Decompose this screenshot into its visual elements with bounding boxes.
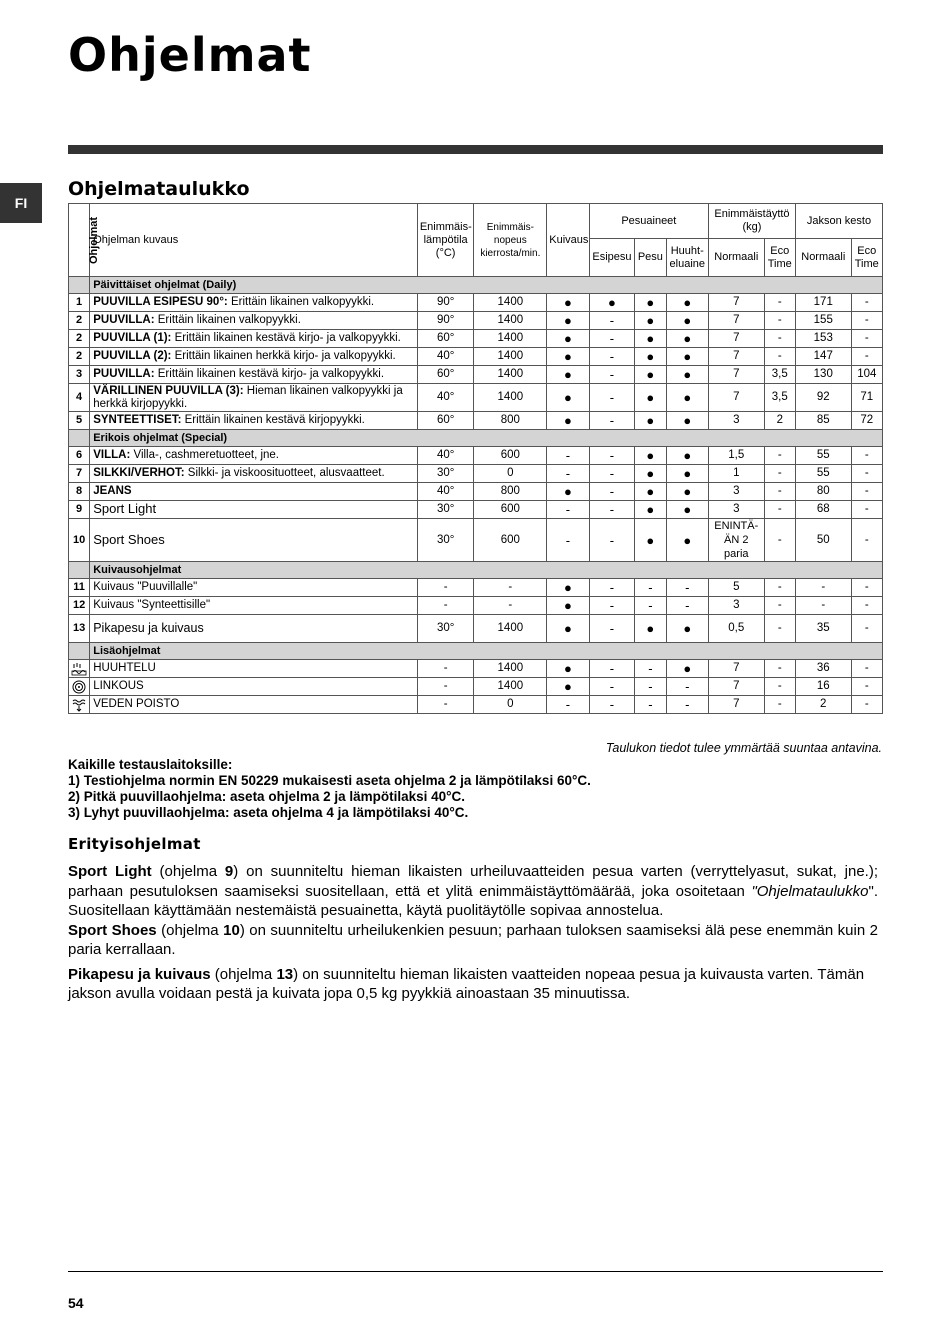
wash: - <box>635 579 666 597</box>
max-temperature: 40° <box>417 384 474 412</box>
softener: ● <box>666 312 708 330</box>
program-description: VILLA: Villa-, cashmeretuotteet, jne. <box>90 447 418 465</box>
category-special <box>69 430 883 447</box>
program-description: VEDEN POISTO <box>90 696 418 714</box>
load-normal: 7 <box>708 678 764 696</box>
duration-normal: 130 <box>795 366 851 384</box>
softener: ● <box>666 660 708 678</box>
test-note-3: 3) Lyhyt puuvillaohjelma: aseta ohjelma 4 ja lämpötilaksi 40°C. <box>68 805 469 820</box>
language-tab: FI <box>0 183 42 223</box>
prewash: - <box>589 483 635 501</box>
wash: ● <box>635 384 666 412</box>
header-drying: Kuivaus <box>547 204 589 277</box>
program-description: JEANS <box>90 483 418 501</box>
duration-eco: - <box>851 696 882 714</box>
paragraph-quick-wash-dry: Pikapesu ja kuivaus (ohjelma 13) on suunniteltu hieman likaisten vaatteiden nopeaa pesua ja kuivausta varten. Tämän jakson avulla voidaan pestä ja kuivata jopa 0,5 kg pyykkiä ainoastaan 35 minuutissa. <box>68 965 865 1002</box>
max-temperature: 30° <box>417 501 474 519</box>
category-label: Erikois ohjelmat (Special) <box>90 430 883 447</box>
softener: ● <box>666 501 708 519</box>
prewash: - <box>589 447 635 465</box>
duration-normal: 35 <box>795 615 851 643</box>
max-speed: - <box>474 597 547 615</box>
load-eco: 3,5 <box>764 384 795 412</box>
softener: ● <box>666 412 708 430</box>
load-eco: - <box>764 579 795 597</box>
table-row <box>69 348 883 366</box>
duration-normal: 2 <box>795 696 851 714</box>
load-normal: 1,5 <box>708 447 764 465</box>
max-speed: 600 <box>474 519 547 562</box>
duration-eco: 72 <box>851 412 882 430</box>
prewash: ● <box>589 294 635 312</box>
table-row <box>69 696 883 714</box>
wash: ● <box>635 312 666 330</box>
duration-eco: - <box>851 330 882 348</box>
program-description: PUUVILLA (1): Erittäin likainen kestävä kirjo- ja valkopyykki. <box>90 330 418 348</box>
load-normal: 7 <box>708 696 764 714</box>
max-speed: 1400 <box>474 330 547 348</box>
duration-normal: 16 <box>795 678 851 696</box>
wash: ● <box>635 483 666 501</box>
prewash: - <box>589 465 635 483</box>
program-description: HUUHTELU <box>90 660 418 678</box>
duration-eco: - <box>851 483 882 501</box>
program-number: 4 <box>69 384 90 412</box>
load-eco: - <box>764 330 795 348</box>
duration-normal: 171 <box>795 294 851 312</box>
program-number: 8 <box>69 483 90 501</box>
table-row <box>69 384 883 412</box>
softener: - <box>666 696 708 714</box>
table-row <box>69 412 883 430</box>
wash: - <box>635 597 666 615</box>
test-note-2: 2) Pitkä puuvillaohjelma: aseta ohjelma 2 ja lämpötilaksi 40°C. <box>68 789 466 804</box>
drying: ● <box>547 384 589 412</box>
table-row <box>69 519 883 562</box>
softener: - <box>666 579 708 597</box>
max-temperature: 30° <box>417 615 474 643</box>
header-duration-normal: Normaali <box>795 239 851 277</box>
table-row <box>69 483 883 501</box>
max-speed: 1400 <box>474 615 547 643</box>
load-eco: - <box>764 696 795 714</box>
duration-normal: 85 <box>795 412 851 430</box>
duration-eco: - <box>851 579 882 597</box>
duration-normal: 153 <box>795 330 851 348</box>
wash: - <box>635 678 666 696</box>
test-notes-heading: Kaikille testauslaitoksille: <box>68 757 233 772</box>
prewash: - <box>589 384 635 412</box>
program-description: VÄRILLINEN PUUVILLA (3): Hieman likainen valkopyykki ja herkkä kirjopyykki. <box>90 384 418 412</box>
wash: ● <box>635 330 666 348</box>
table-row <box>69 597 883 615</box>
max-speed: 600 <box>474 447 547 465</box>
program-number: 7 <box>69 465 90 483</box>
duration-eco: - <box>851 465 882 483</box>
prewash: - <box>589 412 635 430</box>
program-description: Sport Light <box>90 501 418 519</box>
header-temperature: Enimmäis- lämpötila (°C) <box>417 204 474 277</box>
program-description: SILKKI/VERHOT: Silkki- ja viskoosituotteet, alusvaatteet. <box>90 465 418 483</box>
table-row <box>69 579 883 597</box>
load-normal: 7 <box>708 330 764 348</box>
duration-normal: 68 <box>795 501 851 519</box>
load-eco: 2 <box>764 412 795 430</box>
softener: ● <box>666 330 708 348</box>
softener: - <box>666 597 708 615</box>
wash: - <box>635 696 666 714</box>
load-eco: - <box>764 597 795 615</box>
max-temperature: 40° <box>417 447 474 465</box>
load-eco: - <box>764 615 795 643</box>
duration-normal: 55 <box>795 465 851 483</box>
prewash: - <box>589 348 635 366</box>
program-description: PUUVILLA: Erittäin likainen kestävä kirjo- ja valkopyykki. <box>90 366 418 384</box>
program-description: SYNTEETTISET: Erittäin likainen kestävä kirjopyykki. <box>90 412 418 430</box>
max-temperature: 60° <box>417 366 474 384</box>
duration-eco: 71 <box>851 384 882 412</box>
program-number: 10 <box>69 519 90 562</box>
load-normal: 7 <box>708 312 764 330</box>
max-temperature: 60° <box>417 412 474 430</box>
wash: ● <box>635 519 666 562</box>
softener: ● <box>666 294 708 312</box>
max-speed: 0 <box>474 465 547 483</box>
drain-icon <box>69 696 90 714</box>
page-title: Ohjelmat <box>68 28 312 82</box>
drying: ● <box>547 294 589 312</box>
load-normal: 7 <box>708 660 764 678</box>
program-description: Sport Shoes <box>90 519 418 562</box>
table-row <box>69 501 883 519</box>
max-temperature: 60° <box>417 330 474 348</box>
program-number: 2 <box>69 312 90 330</box>
program-number: 2 <box>69 330 90 348</box>
section-title: Ohjelmataulukko <box>68 178 250 200</box>
header-prewash: Esipesu <box>589 239 635 277</box>
page-number: 54 <box>68 1295 84 1311</box>
max-speed: - <box>474 579 547 597</box>
max-speed: 1400 <box>474 678 547 696</box>
category-label: Päivittäiset ohjelmat (Daily) <box>90 277 883 294</box>
prewash: - <box>589 366 635 384</box>
drying: ● <box>547 366 589 384</box>
program-number: 6 <box>69 447 90 465</box>
duration-normal: - <box>795 579 851 597</box>
drying: ● <box>547 412 589 430</box>
max-temperature: - <box>417 579 474 597</box>
drying: ● <box>547 597 589 615</box>
drying: ● <box>547 483 589 501</box>
softener: - <box>666 678 708 696</box>
program-description: PUUVILLA (2): Erittäin likainen herkkä kirjo- ja valkopyykki. <box>90 348 418 366</box>
rinse-icon <box>69 660 90 678</box>
wash: ● <box>635 501 666 519</box>
load-eco: - <box>764 501 795 519</box>
load-normal: 0,5 <box>708 615 764 643</box>
special-programs-title: Erityisohjelmat <box>68 835 201 853</box>
load-eco: - <box>764 294 795 312</box>
program-number: 13 <box>69 615 90 643</box>
program-number: 9 <box>69 501 90 519</box>
prewash: - <box>589 660 635 678</box>
category-label: Kuivausohjelmat <box>90 562 883 579</box>
max-speed: 800 <box>474 483 547 501</box>
duration-eco: - <box>851 348 882 366</box>
program-table <box>68 203 883 714</box>
max-temperature: - <box>417 660 474 678</box>
table-row <box>69 330 883 348</box>
program-description: PUUVILLA ESIPESU 90°: Erittäin likainen valkopyykki. <box>90 294 418 312</box>
header-softener: Huuht- eluaine <box>666 239 708 277</box>
duration-normal: 80 <box>795 483 851 501</box>
category-extra <box>69 643 883 660</box>
max-speed: 600 <box>474 501 547 519</box>
category-daily <box>69 277 883 294</box>
table-row <box>69 294 883 312</box>
header-description: Ohjelman kuvaus <box>90 204 418 277</box>
wash: ● <box>635 348 666 366</box>
max-temperature: 90° <box>417 312 474 330</box>
prewash: - <box>589 678 635 696</box>
header-load-eco: Eco Time <box>764 239 795 277</box>
header-load-normal: Normaali <box>708 239 764 277</box>
drying: - <box>547 519 589 562</box>
softener: ● <box>666 366 708 384</box>
wash: ● <box>635 465 666 483</box>
drying: ● <box>547 678 589 696</box>
load-normal: 7 <box>708 348 764 366</box>
max-speed: 1400 <box>474 384 547 412</box>
program-description: LINKOUS <box>90 678 418 696</box>
max-speed: 1400 <box>474 348 547 366</box>
header-ohjelmat: Ohjelmat <box>69 204 90 277</box>
duration-eco: - <box>851 447 882 465</box>
category-label: Lisäohjelmat <box>90 643 883 660</box>
paragraph-sport-shoes: Sport Shoes (ohjelma 10) on suunniteltu urheilukenkien pesuun; parhaan tuloksen saamiseksi älä pese enemmän kuin 2 paria kerrallaan. <box>68 921 878 958</box>
drying: - <box>547 465 589 483</box>
max-temperature: 40° <box>417 483 474 501</box>
drying: - <box>547 447 589 465</box>
max-speed: 1400 <box>474 366 547 384</box>
wash: ● <box>635 615 666 643</box>
load-normal: 7 <box>708 366 764 384</box>
load-normal: 5 <box>708 579 764 597</box>
load-eco: - <box>764 483 795 501</box>
test-note-1: 1) Testiohjelma normin EN 50229 mukaisesti aseta ohjelma 2 ja lämpötilaksi 60°C. <box>68 773 591 788</box>
max-temperature: 30° <box>417 519 474 562</box>
drying: - <box>547 696 589 714</box>
load-normal: 3 <box>708 501 764 519</box>
table-row <box>69 615 883 643</box>
table-row <box>69 660 883 678</box>
drying: - <box>547 501 589 519</box>
duration-eco: - <box>851 597 882 615</box>
softener: ● <box>666 519 708 562</box>
header-duration: Jakson kesto <box>795 204 882 239</box>
load-eco: 3,5 <box>764 366 795 384</box>
drying: ● <box>547 312 589 330</box>
duration-normal: 155 <box>795 312 851 330</box>
prewash: - <box>589 696 635 714</box>
program-description: Pikapesu ja kuivaus <box>90 615 418 643</box>
wash: ● <box>635 366 666 384</box>
softener: ● <box>666 483 708 501</box>
drying: ● <box>547 330 589 348</box>
max-temperature: - <box>417 678 474 696</box>
prewash: - <box>589 519 635 562</box>
load-normal: 3 <box>708 412 764 430</box>
drying: ● <box>547 348 589 366</box>
load-eco: - <box>764 465 795 483</box>
program-number: 1 <box>69 294 90 312</box>
paragraph-sport-light: Sport Light (ohjelma 9) on suunniteltu hieman likaisten urheiluvaatteiden pesua varten (verryttelyasut, sukat, jne.); parhaan pesutuloksen saamiseksi suositellaan, että et ylitä enimmäistäyttömäärää, joka osoitetaan "Ohjelmataulukko". Suositellaan käyttämään nestemäistä pesuainetta, käytä puolitäytölle sopivaa annostelua. <box>68 863 878 919</box>
max-speed: 1400 <box>474 660 547 678</box>
header-detergents: Pesuaineet <box>589 204 708 239</box>
load-normal: 1 <box>708 465 764 483</box>
max-temperature: 90° <box>417 294 474 312</box>
program-number: 2 <box>69 348 90 366</box>
special-programs-text <box>68 862 878 1009</box>
prewash: - <box>589 597 635 615</box>
table-row <box>69 447 883 465</box>
max-speed: 0 <box>474 696 547 714</box>
softener: ● <box>666 348 708 366</box>
load-normal: 7 <box>708 294 764 312</box>
category-drying <box>69 562 883 579</box>
header-speed: Enimmäis- nopeus kierrosta/min. <box>474 204 547 277</box>
load-eco: - <box>764 312 795 330</box>
duration-normal: 147 <box>795 348 851 366</box>
load-eco: - <box>764 519 795 562</box>
softener: ● <box>666 384 708 412</box>
test-notes <box>68 757 591 821</box>
table-row <box>69 465 883 483</box>
top-rule <box>68 145 883 154</box>
program-number: 12 <box>69 597 90 615</box>
max-temperature: - <box>417 696 474 714</box>
program-description: Kuivaus "Puuvillalle" <box>90 579 418 597</box>
load-eco: - <box>764 447 795 465</box>
prewash: - <box>589 330 635 348</box>
max-speed: 800 <box>474 412 547 430</box>
duration-eco: - <box>851 660 882 678</box>
duration-eco: - <box>851 312 882 330</box>
drying: ● <box>547 660 589 678</box>
wash: ● <box>635 447 666 465</box>
prewash: - <box>589 579 635 597</box>
duration-normal: 36 <box>795 660 851 678</box>
max-speed: 1400 <box>474 294 547 312</box>
table-footnote: Taulukon tiedot tulee ymmärtää suuntaa antavina. <box>605 741 882 755</box>
wash: ● <box>635 412 666 430</box>
duration-eco: - <box>851 294 882 312</box>
load-eco: - <box>764 660 795 678</box>
program-number: 5 <box>69 412 90 430</box>
duration-eco: - <box>851 519 882 562</box>
wash: ● <box>635 294 666 312</box>
load-eco: - <box>764 348 795 366</box>
load-normal: ENINTÄ-ÄN 2 paria <box>708 519 764 562</box>
program-description: PUUVILLA: Erittäin likainen valkopyykki. <box>90 312 418 330</box>
duration-normal: 92 <box>795 384 851 412</box>
spin-icon <box>69 678 90 696</box>
load-eco: - <box>764 678 795 696</box>
bottom-rule <box>68 1271 883 1272</box>
load-normal: 3 <box>708 483 764 501</box>
prewash: - <box>589 312 635 330</box>
duration-eco: - <box>851 678 882 696</box>
max-temperature: 40° <box>417 348 474 366</box>
max-speed: 1400 <box>474 312 547 330</box>
wash: - <box>635 660 666 678</box>
duration-normal: - <box>795 597 851 615</box>
duration-eco: - <box>851 501 882 519</box>
duration-eco: 104 <box>851 366 882 384</box>
program-number: 3 <box>69 366 90 384</box>
softener: ● <box>666 615 708 643</box>
header-wash: Pesu <box>635 239 666 277</box>
softener: ● <box>666 447 708 465</box>
duration-eco: - <box>851 615 882 643</box>
prewash: - <box>589 501 635 519</box>
load-normal: 3 <box>708 597 764 615</box>
duration-normal: 50 <box>795 519 851 562</box>
softener: ● <box>666 465 708 483</box>
load-normal: 7 <box>708 384 764 412</box>
header-duration-eco: Eco Time <box>851 239 882 277</box>
program-number: 11 <box>69 579 90 597</box>
max-temperature: - <box>417 597 474 615</box>
drying: ● <box>547 579 589 597</box>
program-description: Kuivaus "Synteettisille" <box>90 597 418 615</box>
max-temperature: 30° <box>417 465 474 483</box>
table-row <box>69 678 883 696</box>
table-row <box>69 366 883 384</box>
duration-normal: 55 <box>795 447 851 465</box>
drying: ● <box>547 615 589 643</box>
table-row <box>69 312 883 330</box>
header-max-load: Enimmäistäyttö (kg) <box>708 204 795 239</box>
prewash: - <box>589 615 635 643</box>
